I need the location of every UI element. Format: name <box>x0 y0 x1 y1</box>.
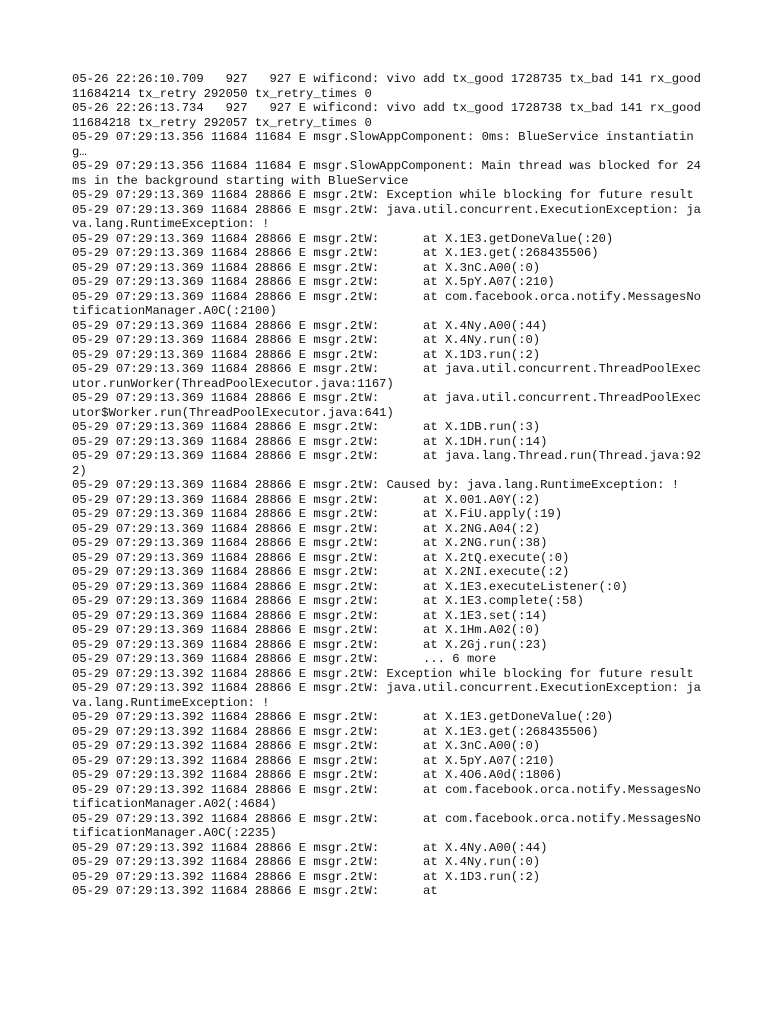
log-line: 05-26 22:26:13.734 927 927 E wificond: vivo add tx_good 1728738 tx_bad 141 rx_good 11684218 tx_retry 292057 tx_retry_times 0 <box>72 101 709 130</box>
log-line: 05-29 07:29:13.369 11684 28866 E msgr.2tW: at X.2NG.run(:38) <box>72 536 548 550</box>
log-line: 05-29 07:29:13.369 11684 28866 E msgr.2tW: at X.1E3.complete(:58) <box>72 594 584 608</box>
log-line: 05-29 07:29:13.369 11684 28866 E msgr.2tW: at X.1E3.get(:268435506) <box>72 246 599 260</box>
log-line: 05-29 07:29:13.369 11684 28866 E msgr.2tW: at java.lang.Thread.run(Thread.java:922) <box>72 449 701 478</box>
log-line: 05-29 07:29:13.369 11684 28866 E msgr.2tW: at X.5pY.A07(:210) <box>72 275 555 289</box>
log-line: 05-29 07:29:13.369 11684 28866 E msgr.2tW: at X.4Ny.A00(:44) <box>72 318 548 333</box>
log-document <box>72 72 709 899</box>
log-line: 05-29 07:29:13.369 11684 28866 E msgr.2tW: Caused by: java.lang.RuntimeException: ! <box>72 478 680 492</box>
log-line: 05-29 07:29:13.392 11684 28866 E msgr.2tW: at X.1D3.run(:2) <box>72 869 541 884</box>
log-line: 05-29 07:29:13.392 11684 28866 E msgr.2tW: at X.4Ny.run(:0) <box>72 855 541 869</box>
log-line: 05-29 07:29:13.369 11684 28866 E msgr.2tW: at X.1DH.run(:14) <box>72 434 548 449</box>
log-line: 05-29 07:29:13.392 11684 28866 E msgr.2tW: at X.1E3.getDoneValue(:20) <box>72 710 614 724</box>
log-line: 05-29 07:29:13.392 11684 28866 E msgr.2tW: at X.1E3.get(:268435506) <box>72 724 599 739</box>
log-line: 05-29 07:29:13.392 11684 28866 E msgr.2tW: at com.facebook.orca.notify.MessagesNotificationManager.A02(:4684) <box>72 782 701 811</box>
log-line: 05-29 07:29:13.392 11684 28866 E msgr.2tW: at X.3nC.A00(:0) <box>72 739 541 753</box>
log-line: 05-29 07:29:13.369 11684 28866 E msgr.2tW: at java.util.concurrent.ThreadPoolExecutor.runWorker(ThreadPoolExecutor.java:1167) <box>72 362 701 391</box>
log-line: 05-29 07:29:13.369 11684 28866 E msgr.2tW: at X.2NG.A04(:2) <box>72 521 541 536</box>
log-line: 05-29 07:29:13.369 11684 28866 E msgr.2tW: at X.1E3.executeListener(:0) <box>72 579 628 594</box>
log-line: 05-29 07:29:13.356 11684 11684 E msgr.SlowAppComponent: Main thread was blocked for 24ms in the background starting with BlueService <box>72 159 701 188</box>
log-line: 05-29 07:29:13.369 11684 28866 E msgr.2tW: at X.3nC.A00(:0) <box>72 260 541 275</box>
log-line: 05-29 07:29:13.369 11684 28866 E msgr.2tW: at X.2Gj.run(:23) <box>72 637 548 652</box>
log-line: 05-29 07:29:13.369 11684 28866 E msgr.2tW: Exception while blocking for future result <box>72 188 694 202</box>
log-line: 05-29 07:29:13.392 11684 28866 E msgr.2tW: at X.4Ny.A00(:44) <box>72 840 548 855</box>
log-line: 05-26 22:26:10.709 927 927 E wificond: vivo add tx_good 1728735 tx_bad 141 rx_good 11684214 tx_retry 292050 tx_retry_times 0 <box>72 72 709 101</box>
log-line: 05-29 07:29:13.392 11684 28866 E msgr.2tW: java.util.concurrent.ExecutionException: java.lang.RuntimeException: ! <box>72 681 701 710</box>
log-line: 05-29 07:29:13.392 11684 28866 E msgr.2tW: at <box>72 884 438 898</box>
log-line: 05-29 07:29:13.369 11684 28866 E msgr.2tW: at X.FiU.apply(:19) <box>72 507 563 521</box>
log-line: 05-29 07:29:13.369 11684 28866 E msgr.2tW: at X.1E3.getDoneValue(:20) <box>72 231 614 246</box>
log-line: 05-29 07:29:13.369 11684 28866 E msgr.2tW: at X.1DB.run(:3) <box>72 420 541 434</box>
log-line: 05-29 07:29:13.369 11684 28866 E msgr.2tW: at X.1D3.run(:2) <box>72 347 541 362</box>
log-line: 05-29 07:29:13.369 11684 28866 E msgr.2tW: java.util.concurrent.ExecutionException: java.lang.RuntimeException: ! <box>72 202 701 231</box>
log-line: 05-29 07:29:13.369 11684 28866 E msgr.2tW: at X.4Ny.run(:0) <box>72 333 541 347</box>
log-line: 05-29 07:29:13.392 11684 28866 E msgr.2tW: Exception while blocking for future result <box>72 666 694 681</box>
log-line: 05-29 07:29:13.392 11684 28866 E msgr.2tW: at X.4O6.A0d(:1806) <box>72 768 563 782</box>
log-line: 05-29 07:29:13.369 11684 28866 E msgr.2tW: at java.util.concurrent.ThreadPoolExecutor$Worker.run(ThreadPoolExecutor.java:641) <box>72 391 701 420</box>
log-line: 05-29 07:29:13.369 11684 28866 E msgr.2tW: ... 6 more <box>72 652 497 666</box>
log-line: 05-29 07:29:13.392 11684 28866 E msgr.2tW: at com.facebook.orca.notify.MessagesNotificationManager.A0C(:2235) <box>72 811 701 840</box>
log-line: 05-29 07:29:13.369 11684 28866 E msgr.2tW: at X.2NI.execute(:2) <box>72 565 570 579</box>
log-line: 05-29 07:29:13.392 11684 28866 E msgr.2tW: at X.5pY.A07(:210) <box>72 753 555 768</box>
log-line: 05-29 07:29:13.369 11684 28866 E msgr.2tW: at X.001.A0Y(:2) <box>72 492 541 507</box>
log-line: 05-29 07:29:13.369 11684 28866 E msgr.2tW: at X.2tQ.execute(:0) <box>72 550 570 565</box>
log-line: 05-29 07:29:13.369 11684 28866 E msgr.2tW: at X.1Hm.A02(:0) <box>72 623 541 637</box>
log-line: 05-29 07:29:13.369 11684 28866 E msgr.2tW: at X.1E3.set(:14) <box>72 608 548 623</box>
log-line: 05-29 07:29:13.369 11684 28866 E msgr.2tW: at com.facebook.orca.notify.MessagesNotificationManager.A0C(:2100) <box>72 289 701 318</box>
log-line: 05-29 07:29:13.356 11684 11684 E msgr.SlowAppComponent: 0ms: BlueService instantiating… <box>72 130 694 159</box>
